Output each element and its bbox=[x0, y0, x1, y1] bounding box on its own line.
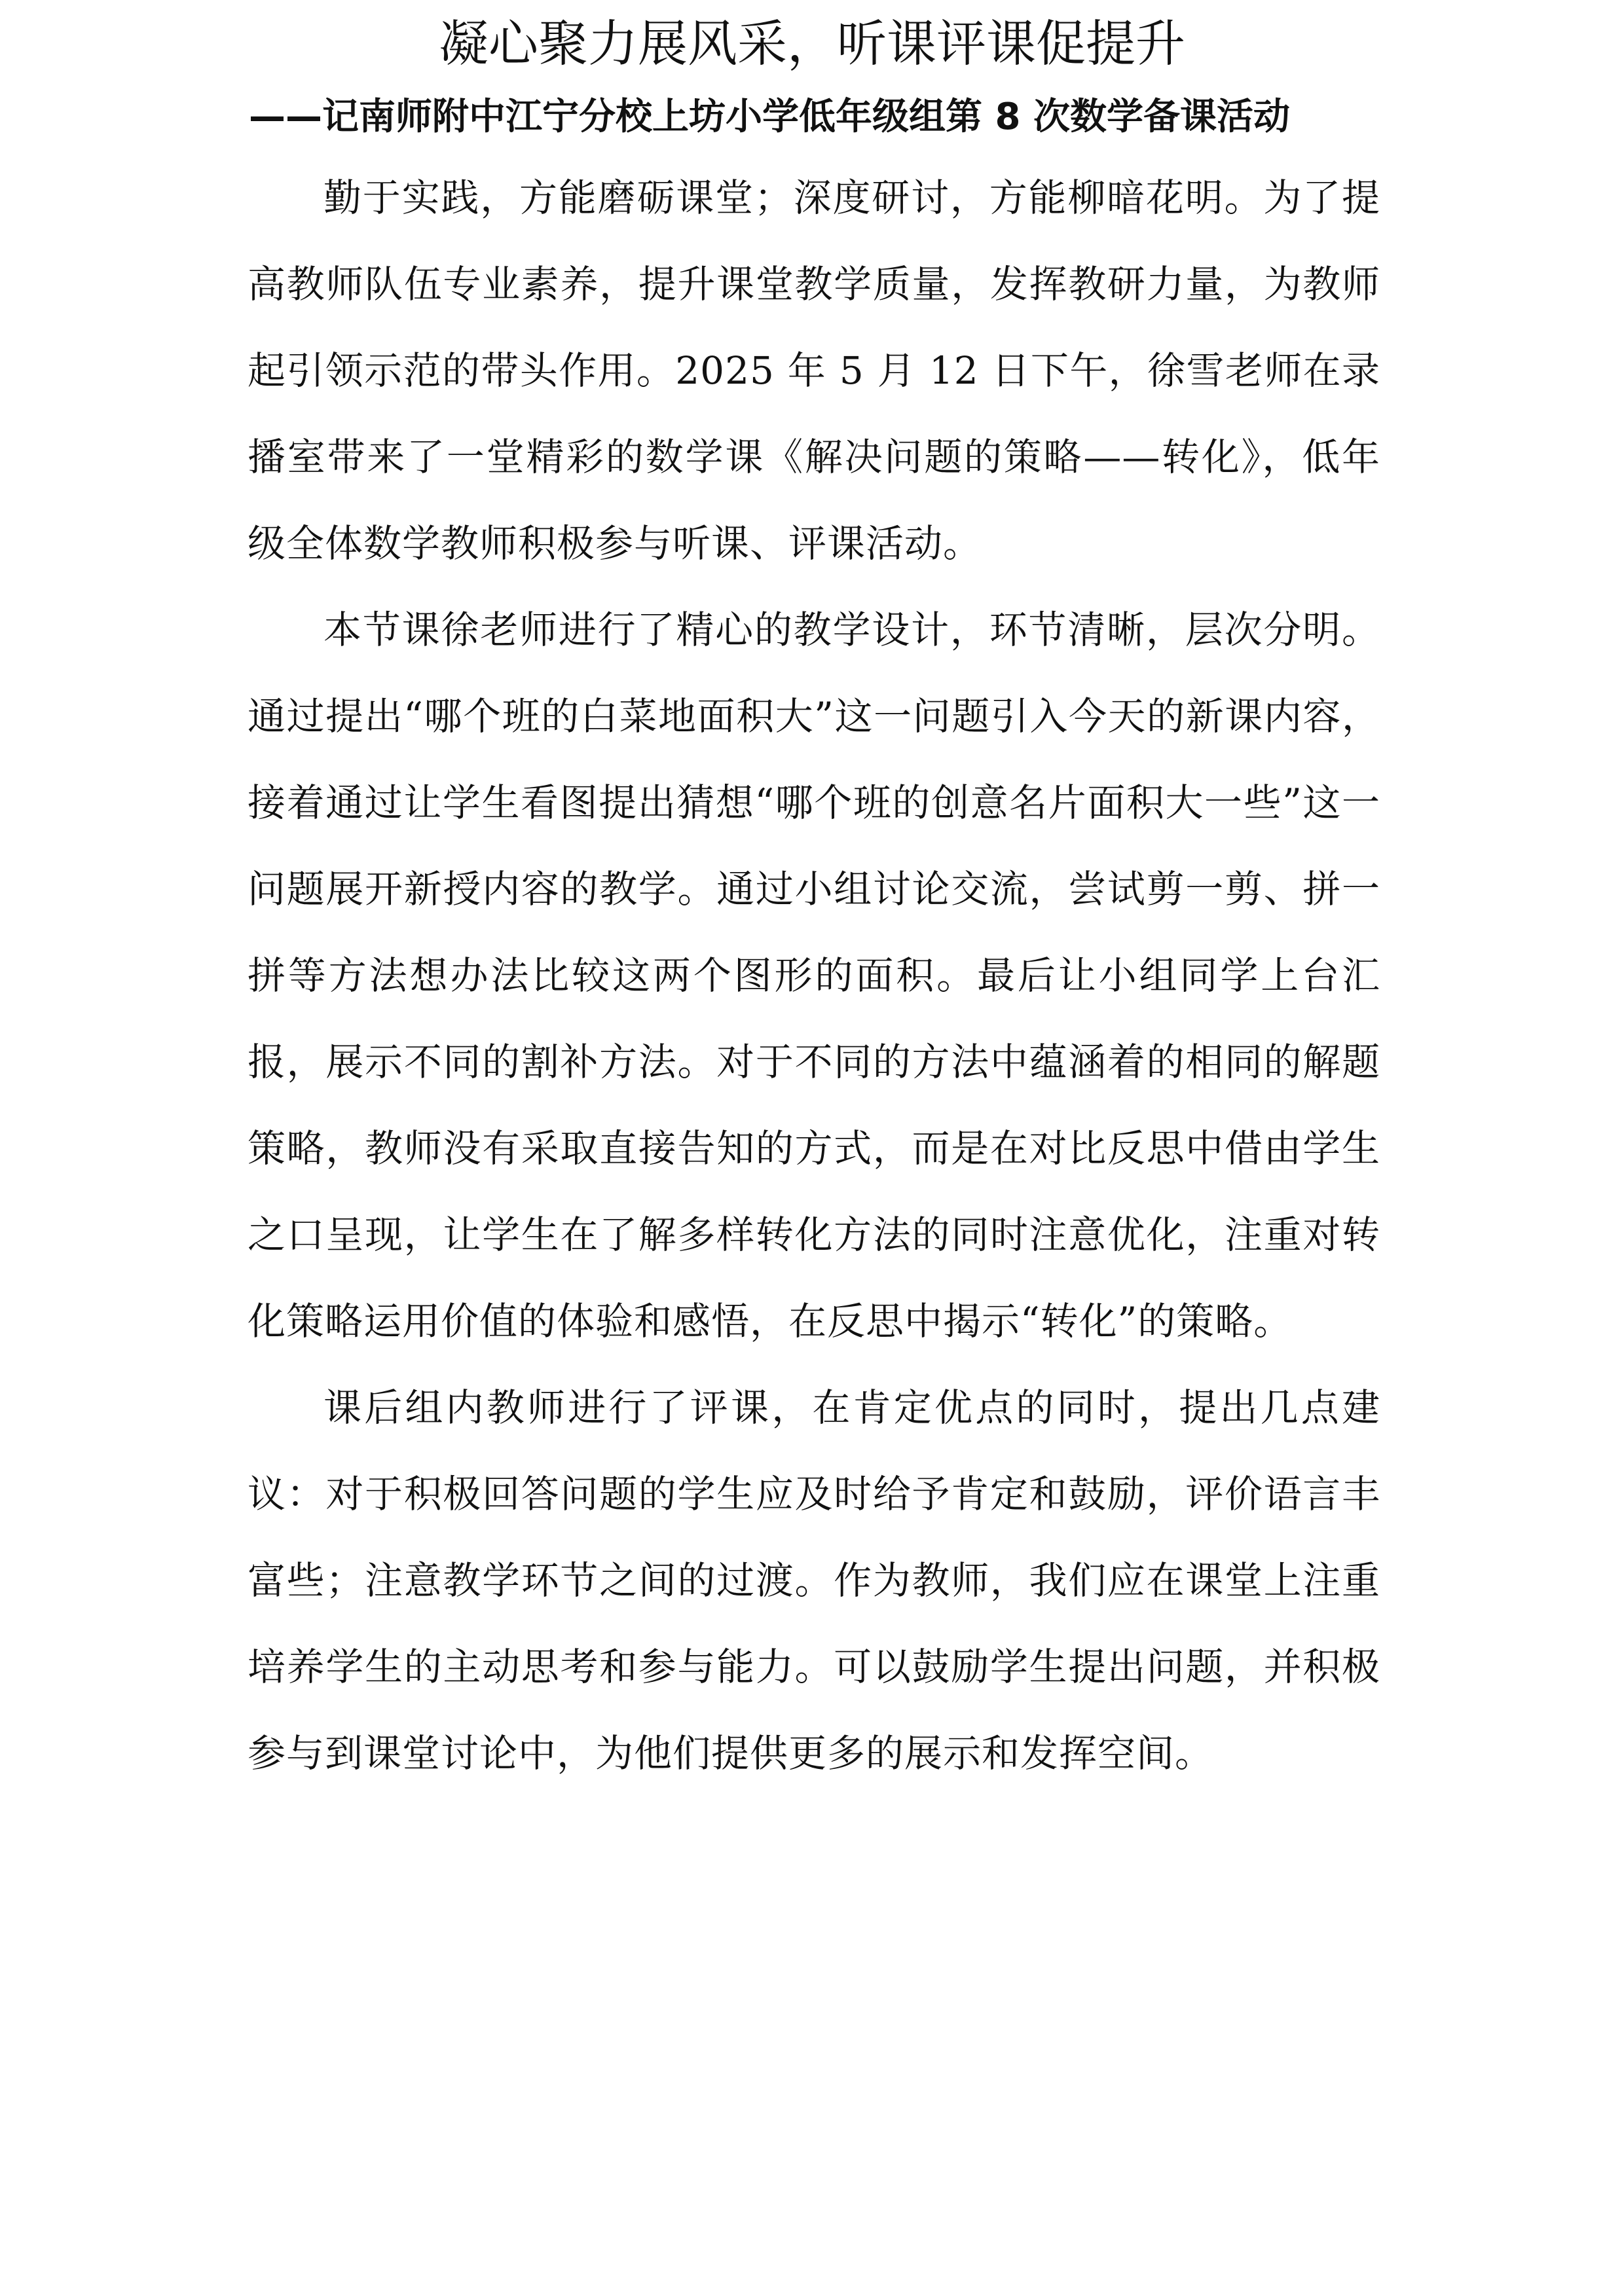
article-body bbox=[248, 155, 1380, 1796]
paragraph-lesson: 本节课徐老师进行了精心的教学设计，环节清晰，层次分明。通过提出“哪个班的白菜地面积大”这一问题引入今天的新课内容，接着通过让学生看图提出猜想“哪个班的创意名片面积大一些”这一问题展开新授内容的教学。通过小组讨论交流，尝试剪一剪、拼一拼等方法想办法比较这两个图形的面积。最后让小组同学上台汇报，展示不同的割补方法。对于不同的方法中蕴涵着的相同的解题策略，教师没有采取直接告知的方式，而是在对比反思中借由学生之口呈现，让学生在了解多样转化方法的同时注意优化，注重对转化策略运用价值的体验和感悟，在反思中揭示“转化”的策略。 bbox=[248, 608, 1380, 1343]
page-subtitle: ——记南师附中江宁分校上坊小学低年级组第 8 次数学备课活动 bbox=[249, 96, 1290, 138]
paragraph-review: 课后组内教师进行了评课，在肯定优点的同时，提出几点建议：对于积极回答问题的学生应及时给予肯定和鼓励，评价语言丰富些；注意教学环节之间的过渡。作为教师，我们应在课堂上注重培养学生的主动思考和参与能力。可以鼓励学生提出问题，并积极参与到课堂讨论中，为他们提供更多的展示和发挥空间。 bbox=[248, 1385, 1380, 1776]
page-title: 凝心聚力展风采，听课评课促提升 bbox=[439, 14, 1185, 73]
paragraph-intro: 勤于实践，方能磨砺课堂；深度研讨，方能柳暗花明。为了提高教师队伍专业素养，提升课堂教学质量，发挥教研力量，为教师起引领示范的带头作用。2025 年 5 月 12 日下午，徐雪老师在录播室带来了一堂精彩的数学课《解决问题的策略——转化》，低年级全体数学教师积极参与听课、评课活动。 bbox=[248, 175, 1380, 566]
